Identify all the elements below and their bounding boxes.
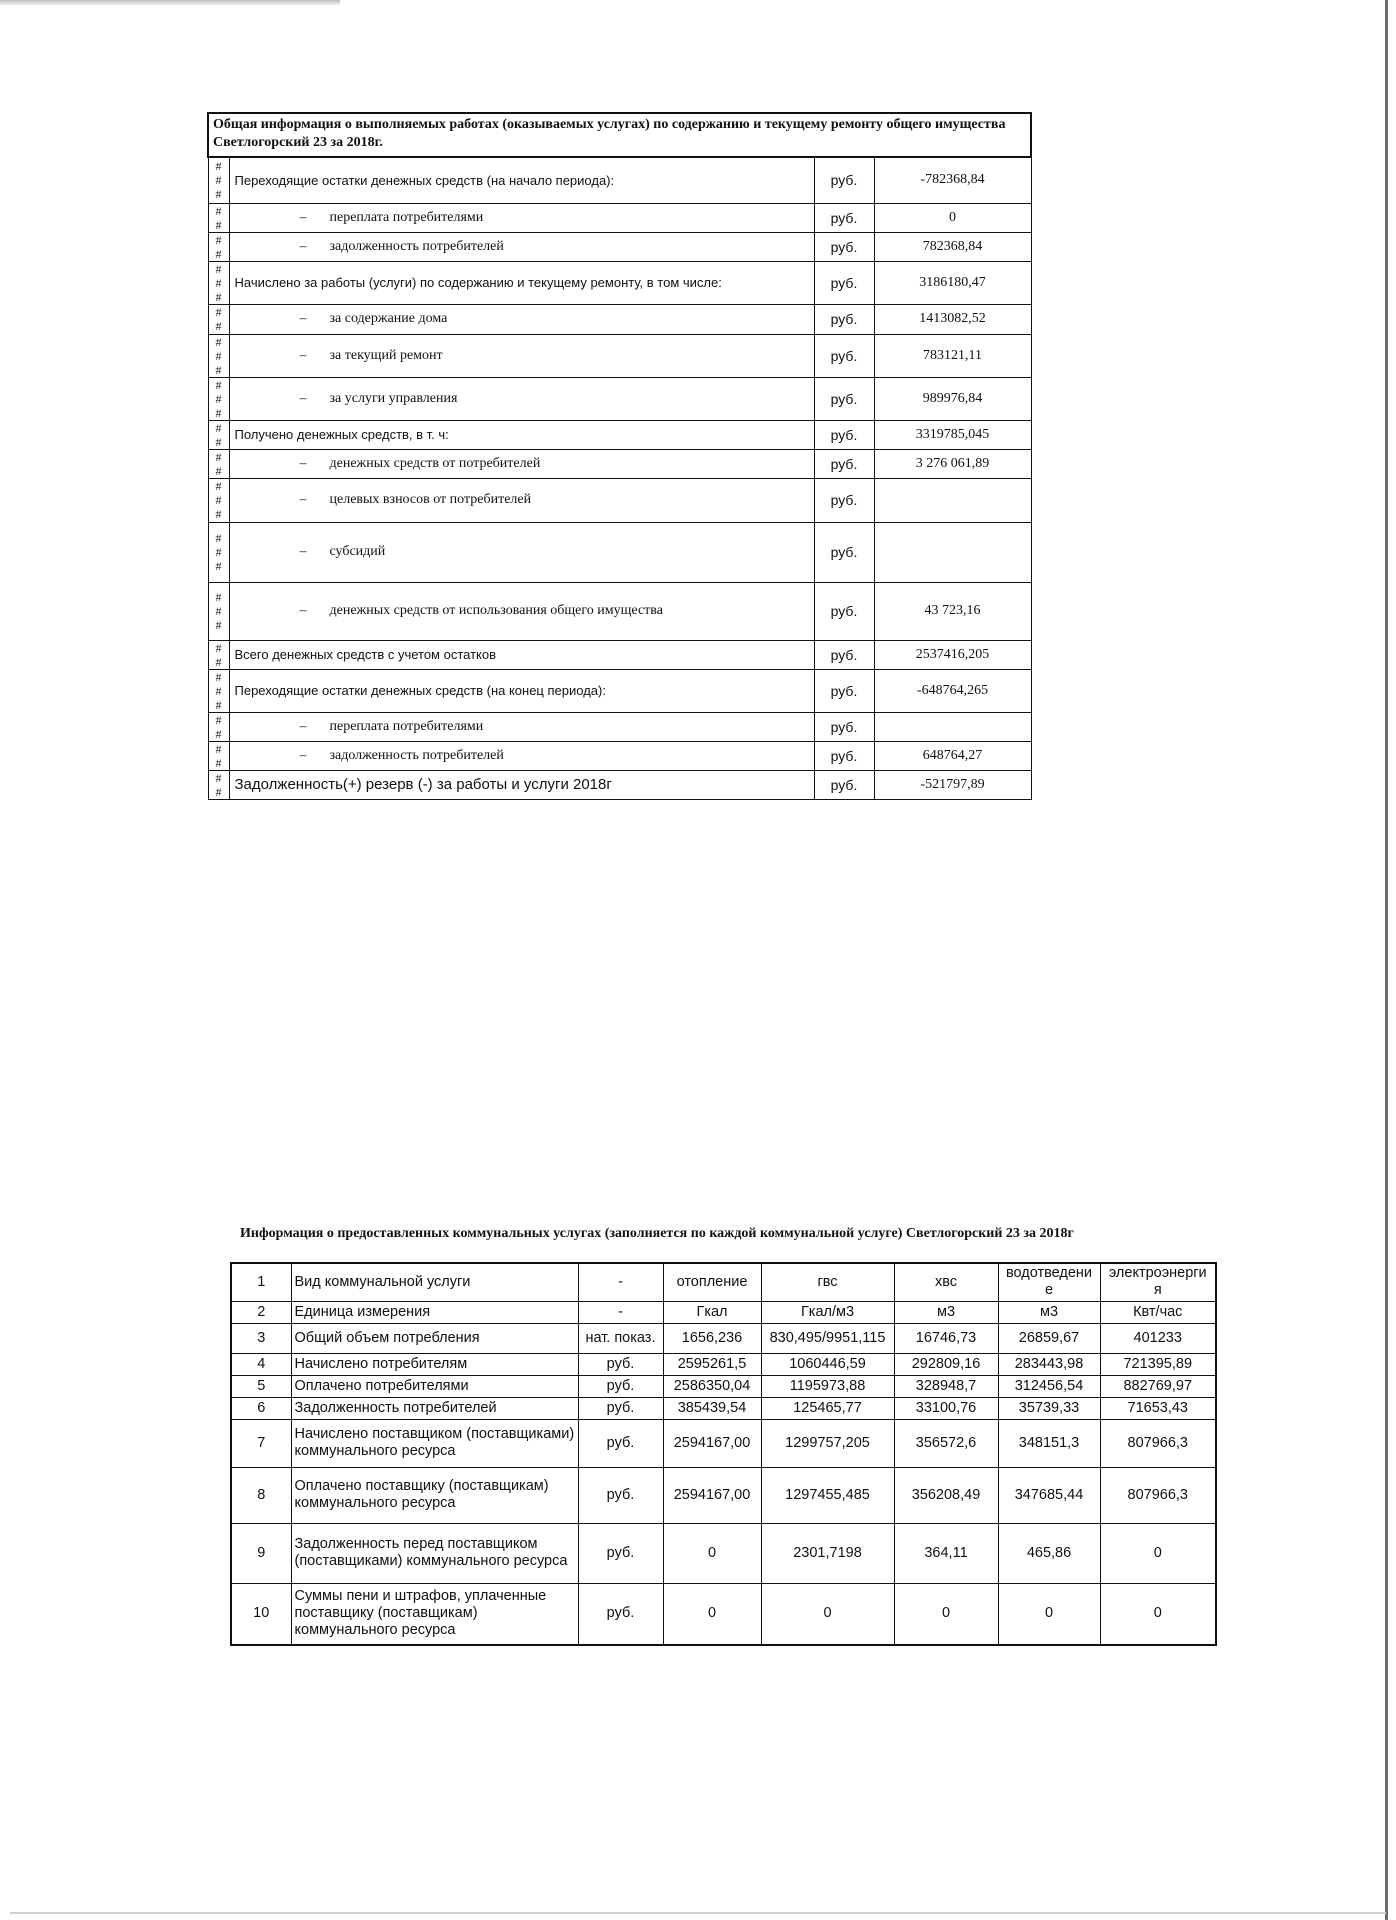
value-electricity: 0 xyxy=(1100,1523,1216,1583)
value-heating: отопление xyxy=(663,1263,761,1301)
table-row xyxy=(208,377,1031,420)
row-unit: руб. xyxy=(814,582,874,640)
value-hot-water: гвс xyxy=(761,1263,894,1301)
row-unit: руб. xyxy=(814,478,874,522)
row-unit: руб. xyxy=(814,669,874,712)
table-row xyxy=(208,304,1031,334)
row-number: 6 xyxy=(231,1397,291,1419)
value-electricity: 401233 xyxy=(1100,1323,1216,1353)
value-cold-water: хвс xyxy=(894,1263,998,1301)
row-value: 43 723,16 xyxy=(874,582,1031,640)
row-unit: руб. xyxy=(814,640,874,669)
table-row xyxy=(208,157,1031,203)
table-row xyxy=(208,420,1031,449)
value-hot-water: 1299757,205 xyxy=(761,1419,894,1467)
value-electricity: электроэнерги я xyxy=(1100,1263,1216,1301)
value-cold-water: 356572,6 xyxy=(894,1419,998,1467)
row-number: # # # xyxy=(208,377,229,420)
row-label: Переходящие остатки денежных средств (на конец периода): xyxy=(229,669,814,712)
value-heating: 0 xyxy=(663,1523,761,1583)
table-row xyxy=(231,1353,1216,1375)
value-heating: 385439,54 xyxy=(663,1397,761,1419)
row-label: Единица измерения xyxy=(291,1301,578,1323)
value-hot-water: 1297455,485 xyxy=(761,1467,894,1523)
row-label: Суммы пени и штрафов, уплаченные поставщику (поставщикам) коммунального ресурса xyxy=(291,1583,578,1645)
row-label: Оплачено потребителями xyxy=(291,1375,578,1397)
value-heating: 2594167,00 xyxy=(663,1419,761,1467)
table-row xyxy=(208,261,1031,304)
row-unit: руб. xyxy=(814,232,874,261)
row-value: -782368,84 xyxy=(874,157,1031,203)
row-value: 3186180,47 xyxy=(874,261,1031,304)
row-number: 8 xyxy=(231,1467,291,1523)
row-unit: руб. xyxy=(814,261,874,304)
row-label: Получено денежных средств, в т. ч: xyxy=(229,420,814,449)
row-label: Задолженность перед поставщиком (поставщиками) коммунального ресурса xyxy=(291,1523,578,1583)
utilities-table-title: Информация о предоставленных коммунальных услугах (заполняется по каждой коммунальной услуге) Светлогорский 23 за 2018г xyxy=(240,1226,1074,1241)
scan-bottom-edge xyxy=(10,1912,1386,1914)
row-value: 648764,27 xyxy=(874,741,1031,770)
row-number: 7 xyxy=(231,1419,291,1467)
value-cold-water: 292809,16 xyxy=(894,1353,998,1375)
table-row xyxy=(208,640,1031,669)
value-cold-water: м3 xyxy=(894,1301,998,1323)
value-cold-water: 356208,49 xyxy=(894,1467,998,1523)
table-row xyxy=(231,1419,1216,1467)
row-number: # # xyxy=(208,232,229,261)
table-row xyxy=(231,1467,1216,1523)
row-number: # # # xyxy=(208,669,229,712)
row-number: 5 xyxy=(231,1375,291,1397)
value-hot-water: 2301,7198 xyxy=(761,1523,894,1583)
table-row xyxy=(208,712,1031,741)
row-unit: руб. xyxy=(814,157,874,203)
row-unit: руб. xyxy=(578,1375,663,1397)
row-number: 9 xyxy=(231,1523,291,1583)
value-electricity: 807966,3 xyxy=(1100,1419,1216,1467)
row-value xyxy=(874,712,1031,741)
value-cold-water: 16746,73 xyxy=(894,1323,998,1353)
row-label: Общий объем потребления xyxy=(291,1323,578,1353)
row-label: – задолженность потребителей xyxy=(229,741,814,770)
row-value: 989976,84 xyxy=(874,377,1031,420)
table-row xyxy=(231,1523,1216,1583)
value-electricity: 721395,89 xyxy=(1100,1353,1216,1375)
value-drainage: 465,86 xyxy=(998,1523,1100,1583)
row-unit: руб. xyxy=(578,1397,663,1419)
row-label: – денежных средств от использования общего имущества xyxy=(229,582,814,640)
row-label: Начислено за работы (услуги) по содержанию и текущему ремонту, в том числе: xyxy=(229,261,814,304)
row-number: 4 xyxy=(231,1353,291,1375)
row-value: 782368,84 xyxy=(874,232,1031,261)
row-number: # # # xyxy=(208,478,229,522)
table-row xyxy=(208,203,1031,232)
value-heating: Гкал xyxy=(663,1301,761,1323)
row-unit: руб. xyxy=(814,770,874,799)
row-value: 0 xyxy=(874,203,1031,232)
row-unit: нат. показ. xyxy=(578,1323,663,1353)
table-row xyxy=(231,1323,1216,1353)
table-row xyxy=(231,1375,1216,1397)
row-number: 1 xyxy=(231,1263,291,1301)
row-number: # # xyxy=(208,640,229,669)
row-label: – за содержание дома xyxy=(229,304,814,334)
row-label: – переплата потребителями xyxy=(229,712,814,741)
table-row xyxy=(208,522,1031,582)
table-row xyxy=(208,741,1031,770)
value-electricity: 807966,3 xyxy=(1100,1467,1216,1523)
table-row xyxy=(231,1397,1216,1419)
row-value: 3319785,045 xyxy=(874,420,1031,449)
table-row xyxy=(208,478,1031,522)
maintenance-info-table xyxy=(207,112,1032,800)
row-label: – целевых взносов от потребителей xyxy=(229,478,814,522)
row-unit: руб. xyxy=(814,304,874,334)
row-unit: руб. xyxy=(814,203,874,232)
row-unit: руб. xyxy=(814,334,874,377)
row-number: # # xyxy=(208,304,229,334)
row-number: 3 xyxy=(231,1323,291,1353)
value-drainage: 0 xyxy=(998,1583,1100,1645)
row-number: # # # xyxy=(208,157,229,203)
row-number: # # xyxy=(208,420,229,449)
value-heating: 2586350,04 xyxy=(663,1375,761,1397)
row-number: # # # xyxy=(208,582,229,640)
row-unit: руб. xyxy=(578,1419,663,1467)
table-row xyxy=(231,1263,1216,1301)
table-title: Общая информация о выполняемых работах (оказываемых услугах) по содержанию и текущему ремонту общего имущества Светлогорский 23 за 2018г. xyxy=(208,113,1031,157)
value-hot-water: 1060446,59 xyxy=(761,1353,894,1375)
value-heating: 0 xyxy=(663,1583,761,1645)
row-value: 2537416,205 xyxy=(874,640,1031,669)
row-value: 3 276 061,89 xyxy=(874,449,1031,478)
value-cold-water: 0 xyxy=(894,1583,998,1645)
table-row xyxy=(208,669,1031,712)
row-unit: руб. xyxy=(814,420,874,449)
value-hot-water: 125465,77 xyxy=(761,1397,894,1419)
row-number: 10 xyxy=(231,1583,291,1645)
value-electricity: 882769,97 xyxy=(1100,1375,1216,1397)
row-label: – за текущий ремонт xyxy=(229,334,814,377)
row-label: Задолженность(+) резерв (-) за работы и услуги 2018г xyxy=(229,770,814,799)
table-row xyxy=(231,1583,1216,1645)
row-value: 783121,11 xyxy=(874,334,1031,377)
table-row xyxy=(208,449,1031,478)
row-value: 1413082,52 xyxy=(874,304,1031,334)
value-hot-water: 0 xyxy=(761,1583,894,1645)
value-cold-water: 364,11 xyxy=(894,1523,998,1583)
value-heating: 2595261,5 xyxy=(663,1353,761,1375)
row-unit: руб. xyxy=(814,522,874,582)
value-hot-water: 830,495/9951,115 xyxy=(761,1323,894,1353)
row-label: – за услуги управления xyxy=(229,377,814,420)
row-label: – денежных средств от потребителей xyxy=(229,449,814,478)
value-drainage: 283443,98 xyxy=(998,1353,1100,1375)
row-label: – задолженность потребителей xyxy=(229,232,814,261)
value-drainage: 26859,67 xyxy=(998,1323,1100,1353)
value-electricity: Квт/час xyxy=(1100,1301,1216,1323)
value-drainage: м3 xyxy=(998,1301,1100,1323)
row-unit: руб. xyxy=(814,741,874,770)
value-drainage: 312456,54 xyxy=(998,1375,1100,1397)
row-unit: - xyxy=(578,1301,663,1323)
value-hot-water: Гкал/м3 xyxy=(761,1301,894,1323)
row-label: Задолженность потребителей xyxy=(291,1397,578,1419)
row-label: Всего денежных средств с учетом остатков xyxy=(229,640,814,669)
row-value xyxy=(874,522,1031,582)
row-unit: руб. xyxy=(814,377,874,420)
row-unit: руб. xyxy=(578,1353,663,1375)
value-drainage: водотведени е xyxy=(998,1263,1100,1301)
table-row xyxy=(208,770,1031,799)
row-number: # # xyxy=(208,712,229,741)
row-label: Оплачено поставщику (поставщикам) коммунального ресурса xyxy=(291,1467,578,1523)
scan-top-edge xyxy=(0,0,340,6)
value-electricity: 71653,43 xyxy=(1100,1397,1216,1419)
row-value: -521797,89 xyxy=(874,770,1031,799)
row-label: – переплата потребителями xyxy=(229,203,814,232)
table-row xyxy=(208,582,1031,640)
row-value: -648764,265 xyxy=(874,669,1031,712)
row-label: Начислено поставщиком (поставщиками) коммунального ресурса xyxy=(291,1419,578,1467)
scan-right-edge xyxy=(1385,0,1388,1920)
table-row xyxy=(208,232,1031,261)
row-number: # # xyxy=(208,770,229,799)
row-unit: руб. xyxy=(578,1467,663,1523)
row-number: # # # xyxy=(208,334,229,377)
row-number: # # xyxy=(208,449,229,478)
value-drainage: 348151,3 xyxy=(998,1419,1100,1467)
value-cold-water: 33100,76 xyxy=(894,1397,998,1419)
value-heating: 1656,236 xyxy=(663,1323,761,1353)
utilities-info-table xyxy=(230,1262,1217,1646)
row-number: # # xyxy=(208,741,229,770)
row-unit: - xyxy=(578,1263,663,1301)
value-cold-water: 328948,7 xyxy=(894,1375,998,1397)
row-value xyxy=(874,478,1031,522)
row-number: 2 xyxy=(231,1301,291,1323)
row-unit: руб. xyxy=(578,1583,663,1645)
row-label: Переходящие остатки денежных средств (на начало периода): xyxy=(229,157,814,203)
value-hot-water: 1195973,88 xyxy=(761,1375,894,1397)
row-label: Вид коммунальной услуги xyxy=(291,1263,578,1301)
row-number: # # # xyxy=(208,522,229,582)
row-number: # # # xyxy=(208,261,229,304)
table-title-row xyxy=(208,113,1031,157)
row-label: Начислено потребителям xyxy=(291,1353,578,1375)
value-electricity: 0 xyxy=(1100,1583,1216,1645)
row-unit: руб. xyxy=(578,1523,663,1583)
row-unit: руб. xyxy=(814,712,874,741)
row-label: – субсидий xyxy=(229,522,814,582)
value-drainage: 35739,33 xyxy=(998,1397,1100,1419)
table-row xyxy=(208,334,1031,377)
value-drainage: 347685,44 xyxy=(998,1467,1100,1523)
row-number: # # xyxy=(208,203,229,232)
value-heating: 2594167,00 xyxy=(663,1467,761,1523)
table-row xyxy=(231,1301,1216,1323)
row-unit: руб. xyxy=(814,449,874,478)
